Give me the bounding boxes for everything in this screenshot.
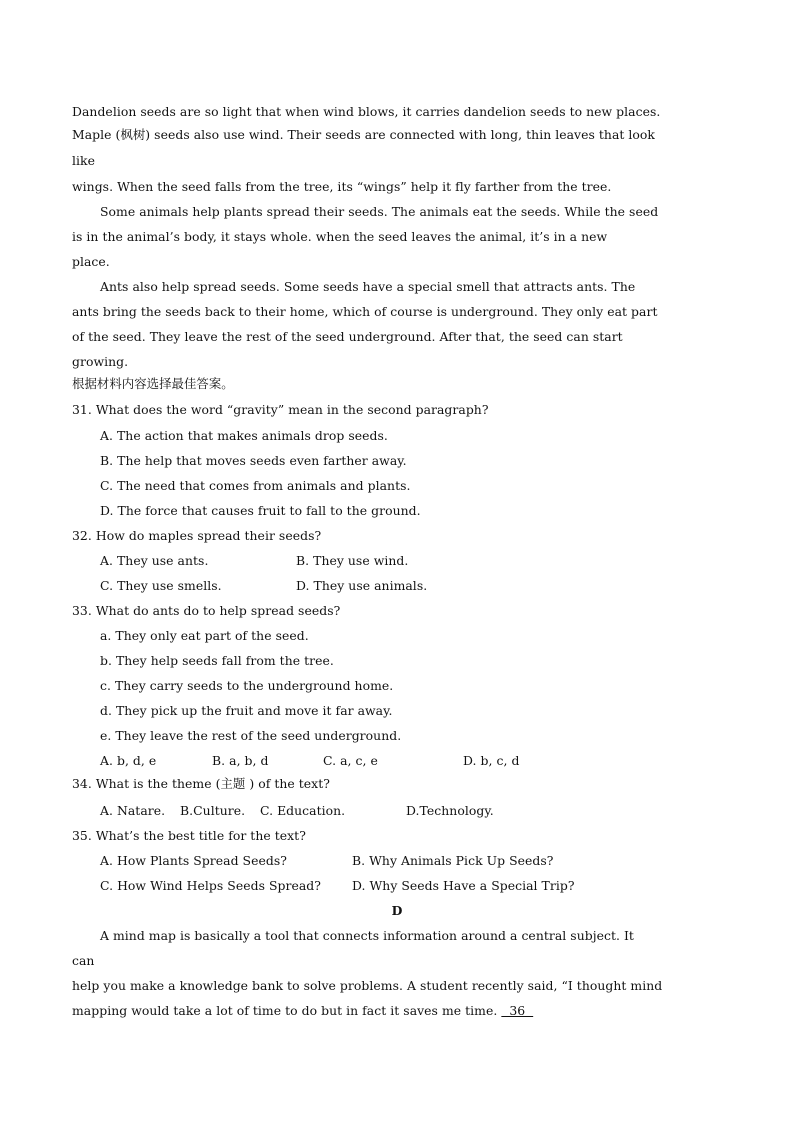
option-d: D. They use animals.	[296, 578, 428, 593]
option-a: A. Natare.	[100, 803, 166, 818]
passage-line: growing.	[72, 354, 129, 369]
statement-item: a. They only eat part of the seed.	[100, 628, 309, 643]
section-heading: D	[391, 903, 403, 918]
instruction: 根据材料内容选择最佳答案。	[72, 376, 234, 391]
blank-36: 36	[501, 1003, 534, 1018]
statement-item: e. They leave the rest of the seed underground.	[100, 728, 402, 743]
option-d: D. b, c, d	[463, 753, 520, 768]
option-c: C. They use smells.	[100, 578, 222, 593]
question-stem: 35. What’s the best title for the text?	[72, 828, 306, 843]
option-b: B. The help that moves seeds even farther away.	[100, 453, 407, 468]
question-stem: 31. What does the word “gravity” mean in the second paragraph?	[72, 402, 489, 417]
question-stem: 34. What is the theme (主题 ) of the text?	[72, 776, 330, 791]
option-b: B. They use wind.	[296, 553, 409, 568]
passage-line: Maple (枫树) seeds also use wind. Their seeds are connected with long, thin leaves that look	[72, 127, 655, 142]
option-d: D.Technology.	[406, 803, 494, 818]
passage-line: like	[72, 153, 95, 168]
question-stem: 32. How do maples spread their seeds?	[72, 528, 322, 543]
passage-text: mapping would take a lot of time to do but in fact it saves me time.	[72, 1003, 502, 1018]
passage-line: Ants also help spread seeds. Some seeds have a special smell that attracts ants. The	[100, 279, 636, 294]
option-b: B. Why Animals Pick Up Seeds?	[352, 853, 554, 868]
option-c: C. The need that comes from animals and plants.	[100, 478, 411, 493]
passage-line: can	[72, 953, 95, 968]
option-a: A. How Plants Spread Seeds?	[100, 853, 287, 868]
option-c: C. How Wind Helps Seeds Spread?	[100, 878, 321, 893]
passage-line: Some animals help plants spread their seeds. The animals eat the seeds. While the seed	[100, 204, 659, 219]
passage-line	[72, 1003, 533, 1019]
statement-item: d. They pick up the fruit and move it far away.	[100, 703, 393, 718]
option-c: C. Education.	[260, 803, 346, 818]
passage-line: A mind map is basically a tool that connects information around a central subject. It	[100, 928, 634, 943]
option-b: B. a, b, d	[212, 753, 269, 768]
option-a: A. The action that makes animals drop seeds.	[100, 428, 388, 443]
option-a: A. b, d, e	[100, 753, 157, 768]
option-c: C. a, c, e	[323, 753, 378, 768]
passage-line: help you make a knowledge bank to solve problems. A student recently said, “I thought mind	[72, 978, 663, 993]
statement-item: c. They carry seeds to the underground home.	[100, 678, 394, 693]
statement-item: b. They help seeds fall from the tree.	[100, 653, 334, 668]
option-d: D. Why Seeds Have a Special Trip?	[352, 878, 575, 893]
question-stem: 33. What do ants do to help spread seeds?	[72, 603, 341, 618]
passage-line: Dandelion seeds are so light that when wind blows, it carries dandelion seeds to new places.	[72, 104, 661, 119]
passage-line: is in the animal’s body, it stays whole. when the seed leaves the animal, it’s in a new	[72, 229, 608, 244]
passage-line: wings. When the seed falls from the tree, its “wings” help it fly farther from the tree.	[72, 179, 612, 194]
passage-line: place.	[72, 254, 110, 269]
passage-line: ants bring the seeds back to their home, which of course is underground. They only eat part	[72, 304, 658, 319]
passage-line: of the seed. They leave the rest of the seed underground. After that, the seed can start	[72, 329, 623, 344]
option-d: D. The force that causes fruit to fall to the ground.	[100, 503, 421, 518]
option-a: A. They use ants.	[100, 553, 209, 568]
option-b: B.Culture.	[180, 803, 246, 818]
